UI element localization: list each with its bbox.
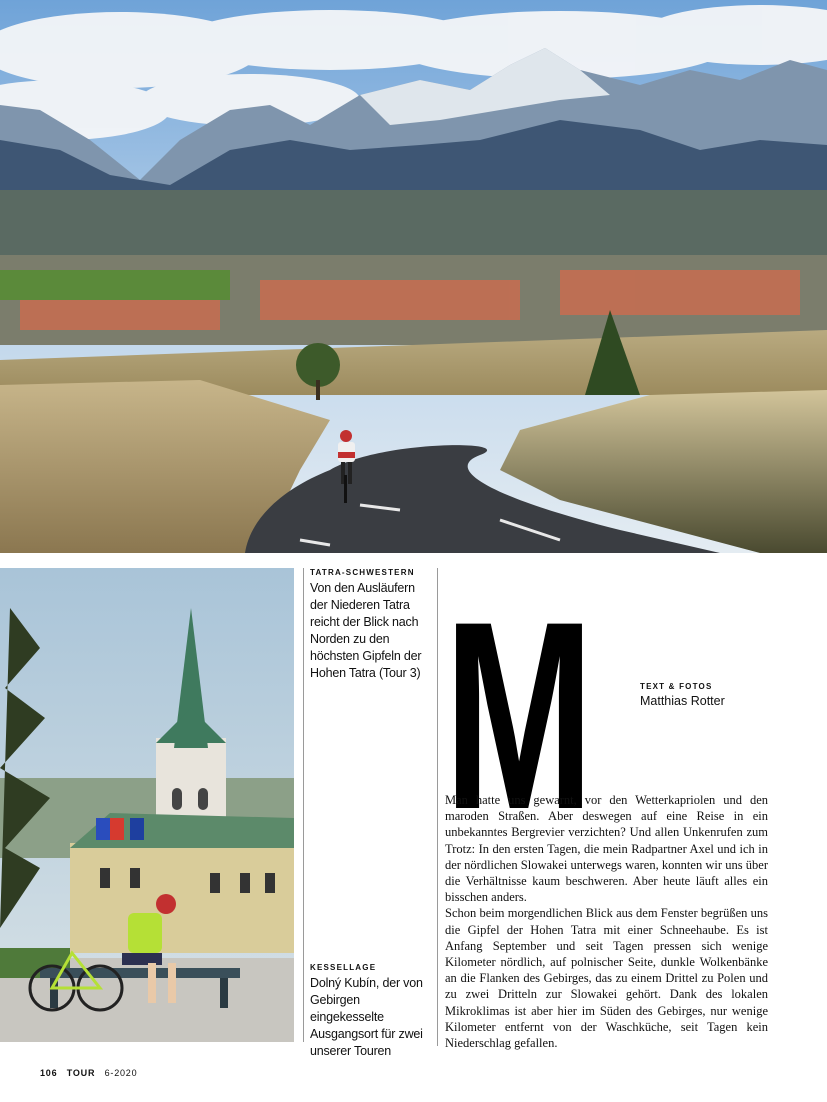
town-hall [70,843,294,953]
caption-text: Von den Ausläufern der Niederen Tatra reicht der Blick nach Norden zu den höchsten Gipfeln der Hohen Tatra (Tour 3) [310,581,422,680]
credit-label: TEXT & FOTOS [640,682,713,691]
credit-name: Matthias Rotter [640,694,725,708]
caption-label: TATRA-SCHWESTERN [310,568,415,577]
tree-trunk [316,380,320,400]
caption-label: KESSELLAGE [310,963,377,972]
article-body [445,792,768,1051]
forest-band [0,190,827,260]
paragraph: Schon beim morgendlichen Blick aus dem Fenster begrüßen uns die Gipfel der Hohen Tatra mit einer Schneehaube. Es ist Anfang September und seit Tagen pressen sich wenige Kilometer nördlich, auf polnischer Seite, dunkle Wolkenbänke an die Flanken des Gebirges, das zu einem Drittel zu Polen und zu zwei Dritteln zur Slowakei gehört. Dank des lokalen Mikroklimas ist aber hier im Süden des Gebirges, nur wenige Kilometer entfernt von der Waschküche, seit Tagen kein Niederschlag gefallen. [445,906,768,1051]
caption-text: Dolný Kubín, der von Gebirgen eingekesselte Ausgangsort für zwei unserer Touren [310,976,423,1058]
divider-caption [303,568,304,1042]
flag [110,818,124,840]
page-footer [40,1068,137,1078]
issue: 6-2020 [104,1068,138,1078]
town-photo [0,568,294,1042]
flag [130,818,144,840]
magazine-name: TOUR [66,1068,96,1078]
church-tower [156,738,226,828]
flag [96,818,110,840]
caption-kessellage [310,963,432,1060]
drop-cap [443,612,595,808]
green-meadow [0,270,230,300]
divider-column [437,568,438,1046]
paragraph: Man hatte uns gewarnt, vor den Wetterkapriolen und den maroden Straßen. Aber deswegen auf eine Reise in ein unbekanntes Bergrevier verzichten? Und allen Unkenrufen zum Trotz: In den ersten Tagen, die mein Radpartner Axel und ich in der nördlichen Slowakei unterwegs waren, konnten wir uns über die Verhältnisse kaum beschweren. Aber heute läuft alles ein bisschen anders. [445,793,768,905]
author-credit [640,682,725,708]
drop-cap-letter: M [444,612,594,808]
page-number: 106 [40,1068,58,1078]
caption-tatra [310,568,432,682]
